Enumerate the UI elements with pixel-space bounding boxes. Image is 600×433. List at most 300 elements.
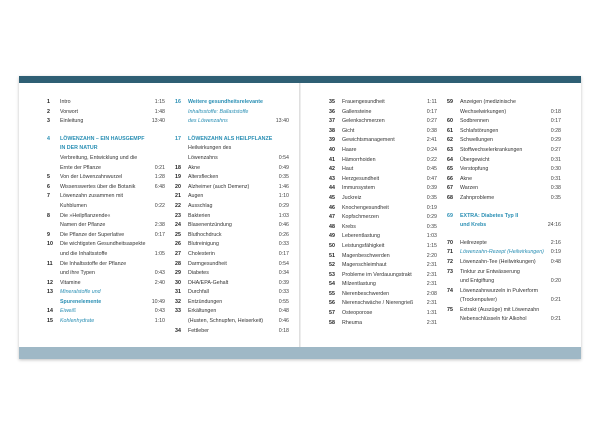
track-duration: 0:19 bbox=[550, 249, 561, 256]
track-number: 48 bbox=[329, 223, 335, 230]
track-number: 20 bbox=[175, 183, 181, 190]
toc-entry bbox=[47, 307, 165, 317]
track-duration: 2:16 bbox=[550, 239, 561, 246]
track-duration: 0:35 bbox=[278, 174, 289, 181]
track-duration: 6:48 bbox=[154, 183, 165, 190]
track-title: Löwenzahn zusammen mit bbox=[60, 193, 124, 200]
track-duration: 0:46 bbox=[278, 222, 289, 229]
track-duration: 1:31 bbox=[426, 310, 437, 317]
track-title: LÖWENZAHN ALS HEILPFLANZE bbox=[188, 135, 273, 142]
track-number: 25 bbox=[175, 231, 181, 238]
track-title: Eiweiß bbox=[60, 308, 76, 315]
toc-entry bbox=[47, 173, 165, 183]
toc-entry bbox=[175, 269, 289, 279]
track-number: 37 bbox=[329, 118, 335, 125]
track-duration: 0:17 bbox=[426, 108, 437, 115]
toc-entry bbox=[447, 212, 561, 222]
track-duration: 0:35 bbox=[426, 194, 437, 201]
track-duration: 0:27 bbox=[550, 146, 561, 153]
track-duration: 0:35 bbox=[550, 194, 561, 201]
track-duration: 2:08 bbox=[426, 290, 437, 297]
track-duration: 13:40 bbox=[151, 118, 165, 125]
toc-entry bbox=[47, 98, 165, 108]
track-duration: 0:54 bbox=[278, 154, 289, 161]
track-duration: 0:19 bbox=[426, 204, 437, 211]
track-duration: 2:31 bbox=[426, 271, 437, 278]
track-duration: 0:35 bbox=[426, 223, 437, 230]
track-duration: 0:24 bbox=[426, 146, 437, 153]
toc-entry bbox=[447, 98, 561, 108]
toc-entry bbox=[447, 221, 561, 231]
track-number: 9 bbox=[47, 231, 50, 238]
toc-entry bbox=[175, 250, 289, 260]
track-number: 31 bbox=[175, 289, 181, 296]
track-title: und ihre Typen bbox=[60, 270, 95, 277]
toc-entry bbox=[47, 108, 165, 118]
track-title: Die »Heilpflanzende« bbox=[60, 212, 111, 219]
track-number: 19 bbox=[175, 174, 181, 181]
track-title: Weitere gesundheitsrelevante bbox=[188, 99, 263, 105]
track-title: Augen bbox=[188, 193, 204, 200]
toc-entry bbox=[47, 288, 165, 298]
track-title: Anzeigen (medizinische bbox=[460, 99, 516, 105]
track-number: 50 bbox=[329, 242, 335, 249]
track-number: 57 bbox=[329, 310, 335, 317]
track-number: 56 bbox=[329, 300, 335, 307]
track-number: 27 bbox=[175, 250, 181, 257]
track-title: Die wichtigsten Gesundheitsaspekte bbox=[60, 241, 146, 248]
track-duration: 0:39 bbox=[278, 279, 289, 286]
track-number: 30 bbox=[175, 279, 181, 286]
track-number: 65 bbox=[447, 166, 453, 173]
track-title: und Krebs bbox=[460, 222, 487, 229]
right-column-2 bbox=[447, 98, 561, 325]
track-number: 47 bbox=[329, 214, 335, 221]
track-number: 7 bbox=[47, 193, 50, 200]
toc-entry bbox=[175, 98, 289, 108]
track-number: 18 bbox=[175, 164, 181, 171]
track-number: 62 bbox=[447, 137, 453, 144]
toc-entry bbox=[447, 117, 561, 127]
track-number: 3 bbox=[47, 118, 50, 125]
track-duration: 1:05 bbox=[154, 250, 165, 257]
track-title: Gewichtsmanagement bbox=[342, 137, 395, 144]
track-number: 49 bbox=[329, 233, 335, 240]
track-title: Stoffwechselerkrankungen bbox=[460, 146, 523, 153]
toc-entry bbox=[329, 156, 437, 166]
track-duration: 0:47 bbox=[426, 175, 437, 182]
track-number: 64 bbox=[447, 156, 453, 163]
track-title: Verstopfung bbox=[460, 166, 489, 173]
toc-entry bbox=[447, 306, 561, 316]
track-number: 32 bbox=[175, 298, 181, 305]
toc-entry bbox=[47, 221, 165, 231]
track-duration: 1:15 bbox=[154, 99, 165, 105]
toc-entry bbox=[329, 204, 437, 214]
track-number: 67 bbox=[447, 185, 453, 192]
track-title: Bluthochdruck bbox=[188, 231, 222, 238]
track-duration: 24:16 bbox=[547, 222, 561, 229]
track-title: Magenbeschwerden bbox=[342, 252, 390, 259]
track-duration: 0:30 bbox=[550, 166, 561, 173]
track-duration: 0:21 bbox=[154, 164, 165, 171]
track-number: 16 bbox=[175, 99, 181, 105]
toc-entry bbox=[329, 146, 437, 156]
track-title: Löwenzahn-Tee (Heilwirkungen) bbox=[460, 258, 536, 265]
track-title: Warzen bbox=[460, 185, 479, 192]
track-number: 41 bbox=[329, 156, 335, 163]
track-duration: 0:18 bbox=[278, 327, 289, 334]
toc-entry bbox=[47, 269, 165, 279]
toc-entry bbox=[47, 144, 165, 154]
track-duration: 1:03 bbox=[278, 212, 289, 219]
toc-entry bbox=[447, 248, 561, 258]
toc-entry bbox=[47, 164, 165, 174]
track-number: 29 bbox=[175, 270, 181, 277]
track-title: Probleme im Verdauungstrakt bbox=[342, 271, 412, 278]
toc-entry bbox=[175, 117, 289, 127]
toc-entry bbox=[47, 240, 165, 250]
track-title: Altersflecken bbox=[188, 174, 219, 181]
track-number: 13 bbox=[47, 289, 53, 296]
track-duration: 0:26 bbox=[278, 231, 289, 238]
track-duration: 0:22 bbox=[154, 202, 165, 209]
track-title: Kohlenhydrate bbox=[60, 318, 95, 325]
toc-entry bbox=[329, 309, 437, 319]
track-title: Osteoporose bbox=[342, 310, 373, 317]
track-title: Löwenzahnwurzeln in Pulverform bbox=[460, 287, 539, 294]
track-title: Tinktur zur Entwässerung bbox=[460, 268, 520, 275]
toc-entry bbox=[329, 184, 437, 194]
toc-entry bbox=[175, 221, 289, 231]
track-title: Verbreitung, Entwicklung und die bbox=[60, 154, 138, 161]
track-duration: 1:10 bbox=[278, 193, 289, 200]
toc-entry bbox=[175, 154, 289, 164]
track-title: Leistungsfähigkeit bbox=[342, 242, 385, 249]
track-title: Mineralstoffe und bbox=[60, 289, 101, 296]
toc-entry bbox=[175, 327, 289, 337]
toc-entry bbox=[329, 242, 437, 252]
track-duration: 1:46 bbox=[278, 183, 289, 190]
track-title: Namen der Pflanze bbox=[60, 222, 106, 229]
track-number: 55 bbox=[329, 290, 335, 297]
track-duration: 0:38 bbox=[550, 185, 561, 192]
track-number: 2 bbox=[47, 108, 50, 115]
track-title: Sodbrennen bbox=[460, 118, 489, 125]
track-duration: 0:48 bbox=[550, 258, 561, 265]
left-column-2 bbox=[175, 98, 289, 336]
toc-entry bbox=[175, 108, 289, 118]
track-title: Nierenschwäche / Nierengrieß bbox=[342, 300, 414, 307]
track-title: DHA/EPA-Gehalt bbox=[188, 279, 229, 286]
track-number: 53 bbox=[329, 271, 335, 278]
track-number: 71 bbox=[447, 249, 453, 256]
toc-entry bbox=[47, 117, 165, 127]
track-title: Einleitung bbox=[60, 118, 84, 125]
track-number: 15 bbox=[47, 318, 53, 325]
track-title: Diabetes bbox=[188, 270, 209, 277]
toc-entry bbox=[47, 250, 165, 260]
track-number: 40 bbox=[329, 146, 335, 153]
track-duration: 1:28 bbox=[154, 174, 165, 181]
track-title: Milzentlastung bbox=[342, 281, 376, 288]
track-number: 46 bbox=[329, 204, 335, 211]
track-title: Bakterien bbox=[188, 212, 211, 219]
toc-entry bbox=[175, 192, 289, 202]
track-duration: 0:38 bbox=[426, 127, 437, 134]
toc-entry bbox=[175, 279, 289, 289]
track-title: Extrakt (Auszüge) mit Löwenzahn bbox=[460, 306, 540, 313]
track-title: Gicht bbox=[342, 127, 355, 134]
track-duration: 0:43 bbox=[154, 270, 165, 277]
track-number: 42 bbox=[329, 166, 335, 173]
track-duration: 0:45 bbox=[426, 166, 437, 173]
toc-entry bbox=[447, 239, 561, 249]
toc-entry bbox=[329, 165, 437, 175]
track-title: Herzgesundheit bbox=[342, 175, 380, 182]
track-title: Zahnprobleme bbox=[460, 194, 495, 201]
toc-entry bbox=[447, 296, 561, 306]
toc-entry bbox=[329, 280, 437, 290]
track-number: 11 bbox=[47, 260, 53, 267]
track-number: 39 bbox=[329, 137, 335, 144]
track-number: 44 bbox=[329, 185, 335, 192]
toc-entry bbox=[447, 156, 561, 166]
toc-entry bbox=[175, 212, 289, 222]
track-duration: 0:29 bbox=[550, 137, 561, 144]
track-title: des Löwenzahns bbox=[188, 118, 228, 125]
track-number: 73 bbox=[447, 268, 453, 275]
track-title: Heilwirkungen des bbox=[188, 145, 232, 152]
toc-entry bbox=[447, 277, 561, 287]
track-title: Krebs bbox=[342, 223, 356, 230]
track-duration: 0:31 bbox=[550, 175, 561, 182]
track-title: Leberentlastung bbox=[342, 233, 380, 240]
track-title: Blasenentzündung bbox=[188, 222, 232, 229]
toc-entry bbox=[447, 287, 561, 297]
track-title: Löwenzahn-Rezept (Heilwirkungen) bbox=[460, 249, 544, 256]
track-duration: 0:17 bbox=[550, 118, 561, 125]
toc-entry bbox=[329, 232, 437, 242]
track-number: 35 bbox=[329, 99, 335, 105]
track-title: Übergewicht bbox=[460, 156, 490, 163]
track-duration: 2:31 bbox=[426, 262, 437, 269]
toc-entry bbox=[447, 315, 561, 325]
track-title: Die Pflanze der Superlative bbox=[60, 231, 125, 238]
track-number: 52 bbox=[329, 262, 335, 269]
track-title: Knochengesundheit bbox=[342, 204, 389, 211]
toc-entry bbox=[175, 298, 289, 308]
track-duration: 2:31 bbox=[426, 319, 437, 326]
track-number: 61 bbox=[447, 127, 453, 134]
toc-entry bbox=[447, 108, 561, 118]
track-number: 72 bbox=[447, 258, 453, 265]
toc-entry bbox=[175, 144, 289, 154]
track-number: 36 bbox=[329, 108, 335, 115]
toc-entry bbox=[47, 127, 165, 135]
toc-entry bbox=[175, 202, 289, 212]
track-number: 24 bbox=[175, 222, 181, 229]
toc-entry bbox=[175, 173, 289, 183]
right-column-1 bbox=[329, 98, 437, 328]
track-title: Spurenelemente bbox=[60, 298, 102, 305]
toc-entry bbox=[47, 260, 165, 270]
track-duration: 2:20 bbox=[426, 252, 437, 259]
toc-entry bbox=[329, 117, 437, 127]
track-duration: 0:46 bbox=[278, 318, 289, 325]
track-title: Ausschlag bbox=[188, 202, 213, 209]
track-number: 60 bbox=[447, 118, 453, 125]
audiobook-booklet bbox=[19, 76, 581, 359]
toc-entry bbox=[329, 290, 437, 300]
track-title: und Entgiftung bbox=[460, 278, 495, 285]
track-number: 33 bbox=[175, 308, 181, 315]
toc-entry bbox=[47, 317, 165, 327]
track-title: Cholesterin bbox=[188, 250, 215, 257]
toc-entry bbox=[175, 288, 289, 298]
toc-entry bbox=[329, 252, 437, 262]
track-number: 6 bbox=[47, 183, 50, 190]
track-duration: 0:29 bbox=[426, 214, 437, 221]
track-number: 69 bbox=[447, 212, 453, 219]
track-duration: 0:22 bbox=[426, 156, 437, 163]
toc-entry bbox=[447, 258, 561, 268]
track-title: IN DER NATUR bbox=[60, 145, 98, 152]
track-number: 51 bbox=[329, 252, 335, 259]
track-number: 17 bbox=[175, 135, 181, 142]
track-title: Inhaltsstoffe: Ballaststoffe bbox=[188, 108, 249, 115]
track-number: 59 bbox=[447, 99, 453, 105]
toc-entry bbox=[175, 260, 289, 270]
toc-entry bbox=[47, 279, 165, 289]
track-duration: 0:54 bbox=[278, 260, 289, 267]
track-number: 12 bbox=[47, 279, 53, 286]
toc-entry bbox=[447, 231, 561, 239]
track-number: 74 bbox=[447, 287, 453, 294]
track-title: Gallensteine bbox=[342, 108, 372, 115]
track-title: Magenschleimhaut bbox=[342, 262, 387, 269]
track-number: 10 bbox=[47, 241, 53, 248]
track-duration: 0:55 bbox=[278, 298, 289, 305]
top-band bbox=[19, 76, 581, 83]
toc-entry bbox=[175, 127, 289, 135]
toc-entry bbox=[175, 164, 289, 174]
bottom-band bbox=[19, 347, 581, 359]
track-title: Nebenschlüsseln für Alkohol bbox=[460, 316, 527, 323]
toc-entry bbox=[329, 175, 437, 185]
track-duration: 0:17 bbox=[154, 231, 165, 238]
track-title: Immunsystem bbox=[342, 185, 375, 192]
toc-entry bbox=[329, 108, 437, 118]
track-duration: 0:33 bbox=[278, 289, 289, 296]
track-title: Juckreiz bbox=[342, 194, 362, 201]
track-number: 70 bbox=[447, 239, 453, 246]
toc-entry bbox=[447, 194, 561, 204]
track-title: EXTRA: Diabetes Typ II bbox=[460, 212, 519, 219]
track-duration: 10:49 bbox=[151, 298, 165, 305]
toc-entry bbox=[47, 298, 165, 308]
track-title: LÖWENZAHN – EIN HAUSGEMPF bbox=[60, 135, 145, 142]
track-title: Wissenswertes über die Botanik bbox=[60, 183, 136, 190]
track-title: Heilrezepte bbox=[460, 239, 487, 246]
track-number: 4 bbox=[47, 135, 50, 142]
track-number: 43 bbox=[329, 175, 335, 182]
track-duration: 0:29 bbox=[278, 202, 289, 209]
track-title: (Husten, Schnupfen, Heiserkeit) bbox=[188, 318, 264, 325]
toc-entry bbox=[175, 135, 289, 145]
toc-entry bbox=[329, 98, 437, 108]
toc-entry bbox=[175, 317, 289, 327]
track-duration: 2:38 bbox=[154, 222, 165, 229]
track-duration: 0:43 bbox=[154, 308, 165, 315]
toc-entry bbox=[175, 240, 289, 250]
track-title: Kuhblumen bbox=[60, 202, 87, 209]
toc-entry bbox=[447, 268, 561, 278]
track-number: 66 bbox=[447, 175, 453, 182]
toc-entry bbox=[329, 223, 437, 233]
track-title: Die Inhaltsstoffe der Pflanze bbox=[60, 260, 127, 267]
track-number: 58 bbox=[329, 319, 335, 326]
track-title: Alzheimer (auch Demenz) bbox=[188, 183, 250, 190]
toc-entry bbox=[447, 136, 561, 146]
track-number: 34 bbox=[175, 327, 181, 334]
center-fold bbox=[299, 83, 301, 347]
track-duration: 0:21 bbox=[550, 316, 561, 323]
track-title: Vorwort bbox=[60, 108, 78, 115]
track-number: 21 bbox=[175, 193, 181, 200]
track-title: Kopfschmerzen bbox=[342, 214, 379, 221]
track-title: Schwellungen bbox=[460, 137, 493, 144]
track-duration: 1:10 bbox=[154, 318, 165, 325]
track-number: 14 bbox=[47, 308, 53, 315]
track-title: Ernte der Pflanze bbox=[60, 164, 101, 171]
toc-entry bbox=[329, 271, 437, 281]
track-title: Akne bbox=[188, 164, 201, 171]
track-duration: 1:15 bbox=[426, 242, 437, 249]
track-duration: 2:31 bbox=[426, 281, 437, 288]
toc-entry bbox=[447, 146, 561, 156]
track-duration: 2:31 bbox=[426, 300, 437, 307]
track-duration: 0:28 bbox=[550, 127, 561, 134]
track-title: Vitamine bbox=[60, 279, 81, 286]
track-duration: 0:49 bbox=[278, 164, 289, 171]
track-duration: 0:48 bbox=[278, 308, 289, 315]
track-duration: 2:41 bbox=[426, 137, 437, 144]
track-title: und die Inhaltsstoffe bbox=[60, 250, 108, 257]
track-title: Löwenzahns bbox=[188, 154, 218, 161]
toc-entry bbox=[329, 127, 437, 137]
toc-entry bbox=[447, 204, 561, 212]
toc-entry bbox=[329, 194, 437, 204]
track-title: Haut bbox=[342, 166, 354, 173]
toc-entry bbox=[175, 183, 289, 193]
track-number: 63 bbox=[447, 146, 453, 153]
track-number: 68 bbox=[447, 194, 453, 201]
track-title: Akne bbox=[460, 175, 473, 182]
track-duration: 0:21 bbox=[550, 297, 561, 304]
track-number: 8 bbox=[47, 212, 50, 219]
toc-entry bbox=[47, 212, 165, 222]
track-duration: 0:20 bbox=[550, 278, 561, 285]
track-title: Blutreinigung bbox=[188, 241, 219, 248]
track-number: 54 bbox=[329, 281, 335, 288]
track-duration: 0:17 bbox=[278, 250, 289, 257]
track-title: Entzündungen bbox=[188, 298, 223, 305]
toc-entry bbox=[47, 202, 165, 212]
toc-entry bbox=[447, 184, 561, 194]
track-duration: 13:40 bbox=[275, 118, 289, 125]
toc-entry bbox=[47, 183, 165, 193]
